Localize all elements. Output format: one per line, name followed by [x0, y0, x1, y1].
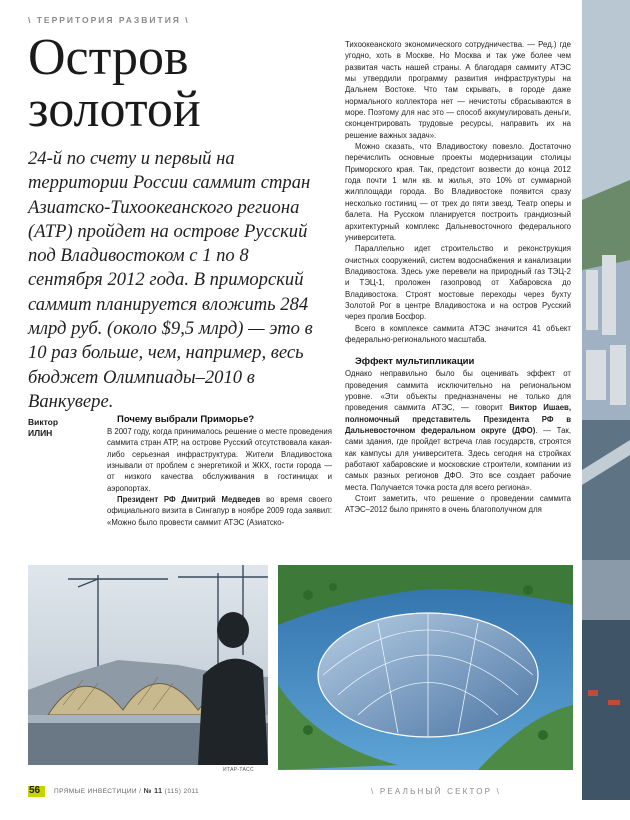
right-paragraph-4: Всего в комплексе саммита АТЭС значится 41 объект федерально-регионального масштаба. [345, 323, 571, 344]
byline-last-name: ИЛИН [28, 428, 53, 438]
photo-summit-rendering [278, 565, 573, 770]
right-subhead: Эффект мультипликации [355, 356, 475, 368]
right-paragraph-1: Тихоокеанского экономического сотрудничества. — Ред.) где угодно, хоть в Москве. Но Москва и так уже более чем развитая часть нашей страны. А благодаря саммиту АТЭС мы утвердили программу развития инфраструктуры на Дальнем Востоке. Что там скрывать, в городе даже нормального коллектора нет — нечистоты сбрасываются в море. Поэтому для нас это — способ аккумулировать деньги, сконцентрировать трудовые ресурсы, направить их на решение важных задач». [345, 40, 571, 140]
left-subhead: Почему выбрали Приморье? [117, 414, 255, 425]
photo-construction-site [28, 565, 268, 765]
section-label: \ ТЕРРИТОРИЯ РАЗВИТИЯ \ [28, 15, 190, 25]
title-line-1: Остров [28, 29, 189, 86]
title-line-2: золотой [28, 81, 201, 138]
lead-paragraph: 24-й по счету и первый на территории России саммит стран Азиатско-Тихоокеанского региона (АТР) пройдет на острове Русский под Владивостоком с 1 по 8 сентября 2012 года. В приморский саммит планируется вложить 284 млрд руб. (около $9,5 млрд) — это в 10 раз больше, чем, например, весь бюджет Олимпиады–2010 в Ванкувере. [28, 148, 313, 412]
photo-city-strip [582, 0, 630, 800]
construction-photo-illustration [28, 565, 268, 765]
summit-rendering-illustration [278, 565, 573, 770]
article-title [28, 29, 318, 138]
byline [28, 417, 92, 439]
right-column [345, 39, 571, 516]
issue-date: (115) 2011 [162, 788, 200, 795]
city-strip-illustration [582, 0, 630, 800]
left-paragraph-2-rest: во время своего официального визита в Сингапур в ноябре 2009 года заявил: «Можно было провести саммит АТЭС (Азиатско- [107, 495, 332, 527]
right-paragraph-6: Стоит заметить, что решение о проведении саммита АТЭС–2012 было принято в очень благополучном для [345, 494, 571, 515]
right-paragraph-5-bold: Виктор Ишаев, полномочный представитель Президента РФ в Дальневосточном федеральном округе (ДФО) [345, 403, 572, 435]
page-number: 56 [29, 785, 41, 796]
photo-credit: ИТАР-ТАСС [223, 767, 254, 773]
left-paragraph-1: В 2007 году, когда принималось решение о месте проведения саммита стран АТР, на острове Русский отсутствовала какая-либо серьезная инфраструктура. Жители Владивостока изнывали от проблем с энергетикой и ЖКХ, гости города — от низкого качества обслуживания в гостиницах и аэропортах. [107, 427, 332, 493]
issue-number: № 11 [143, 788, 163, 795]
right-paragraph-5-b: . — Так, сами здания, где пройдет встреча глав государств, строятся как кампусы для университета. Здесь сегодня на стройках работают хабаровские и московские строители, компании из самых разных регионов ДФО. Это все создает рабочие места. Получается точка роста для всего региона». [345, 426, 571, 492]
magazine-info [54, 788, 199, 795]
right-paragraph-5 [345, 368, 571, 493]
byline-first-name: Виктор [28, 417, 59, 427]
left-paragraph-2 [107, 494, 332, 528]
footer-section-label: \ РЕАЛЬНЫЙ СЕКТОР \ [371, 787, 502, 796]
right-paragraph-3: Параллельно идет строительство и реконструкция очистных сооружений, систем водоснабжения и канализации Владивостока. Здесь уже перевели на природный газ ТЭЦ-2 и ТЭЦ-1, проложен газопровод от Хабаровска до Владивостока. Строят мостовые переходы через бухту Золотой Рог в центре Владивостока и на остров Русский через пролив Босфор. [345, 244, 571, 322]
right-paragraph-2: Можно сказать, что Владивостоку повезло. Достаточно перечислить основные проекты модернизации столицы Приморского края. Так, предстоит возвести до конца 2012 года почти 1 млн кв. м жилья, это 10% от суммарной жилплощади города. Во Владивостоке появится сразу несколько гостиниц — от трех до пяти звезд. Театр оперы и балета. На Русском планируется построить грандиозный архитектурный комплекс Дальневосточного федерального университета. [345, 142, 571, 242]
left-paragraph-2-bold: Президент РФ Дмитрий Медведев [117, 495, 261, 505]
magazine-name: ПРЯМЫЕ ИНВЕСТИЦИИ / [54, 788, 144, 795]
right-paragraph-5-a: Однако неправильно было бы оценивать эффект от проведения саммита исключительно на региональном уровне. «Эти объекты предназначены не только для проведения саммита АТЭС, — говорит [345, 369, 571, 413]
left-column [107, 413, 332, 528]
